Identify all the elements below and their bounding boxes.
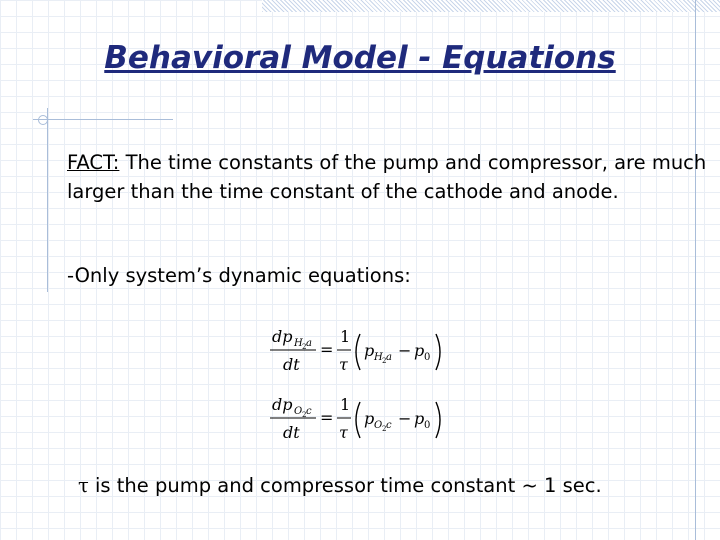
left-vertical-rule [47, 108, 48, 292]
eq2-lhs-num: dp [272, 395, 293, 414]
eq1-lhs-sub2: 2 [302, 343, 307, 351]
eq1-lhs-den: dt [283, 355, 300, 374]
eq1-p0: p [414, 341, 425, 360]
eq1-lhs-sub: H [294, 338, 303, 349]
equations-intro: -Only system’s dynamic equations: [67, 264, 411, 287]
fact-paragraph [67, 148, 707, 206]
eq2-coef-num: 1 [340, 395, 351, 414]
equation-oxygen [268, 390, 458, 446]
eq1-right-paren [436, 334, 440, 370]
equation-hydrogen [268, 322, 458, 378]
fact-text: The time constants of the pump and compressor, are much larger than the time constant of the cathode and anode. [67, 151, 707, 203]
eq1-minus: − [398, 341, 412, 360]
eq2-left-paren [356, 402, 360, 438]
eq1-p-sub: H [374, 352, 383, 363]
eq2-lhs-sub2: 2 [302, 411, 307, 419]
eq2-p-sub3: c [386, 420, 392, 431]
slide-title: Behavioral Model - Equations [104, 40, 616, 76]
eq2-lhs-sub3: c [306, 406, 312, 417]
eq2-coef-den: τ [339, 423, 348, 442]
eq1-p-sub2: 2 [382, 357, 387, 365]
top-hatch-decoration [262, 0, 720, 12]
tau-symbol: τ [78, 474, 89, 497]
eq2-p-sub: O [374, 420, 383, 431]
eq2-lhs-sub: O [294, 406, 303, 417]
right-vertical-rule [695, 0, 696, 540]
fact-label: FACT: [67, 151, 120, 174]
eq1-lhs-sub3: a [306, 338, 312, 349]
eq1-left-paren [356, 334, 360, 370]
eq1-p0-sub: 0 [424, 352, 431, 363]
eq1-p: p [364, 341, 375, 360]
footnote-text: is the pump and compressor time constant ~ 1 sec. [88, 474, 602, 497]
eq2-p-sub2: 2 [382, 425, 387, 433]
eq2-lhs-den: dt [283, 423, 300, 442]
eq2-right-paren [436, 402, 440, 438]
eq1-equals: = [320, 340, 334, 359]
eq2-equals: = [320, 408, 334, 427]
eq1-lhs-num: dp [272, 327, 293, 346]
horizontal-rule [33, 119, 173, 120]
eq1-coef-den: τ [339, 355, 348, 374]
eq2-p: p [364, 409, 375, 428]
eq2-minus: − [398, 409, 412, 428]
footnote [78, 474, 602, 497]
eq2-p0: p [414, 409, 425, 428]
eq1-p-sub3: a [386, 352, 392, 363]
corner-circle-ornament [38, 115, 48, 125]
eq2-p0-sub: 0 [424, 420, 431, 431]
eq1-coef-num: 1 [340, 327, 351, 346]
